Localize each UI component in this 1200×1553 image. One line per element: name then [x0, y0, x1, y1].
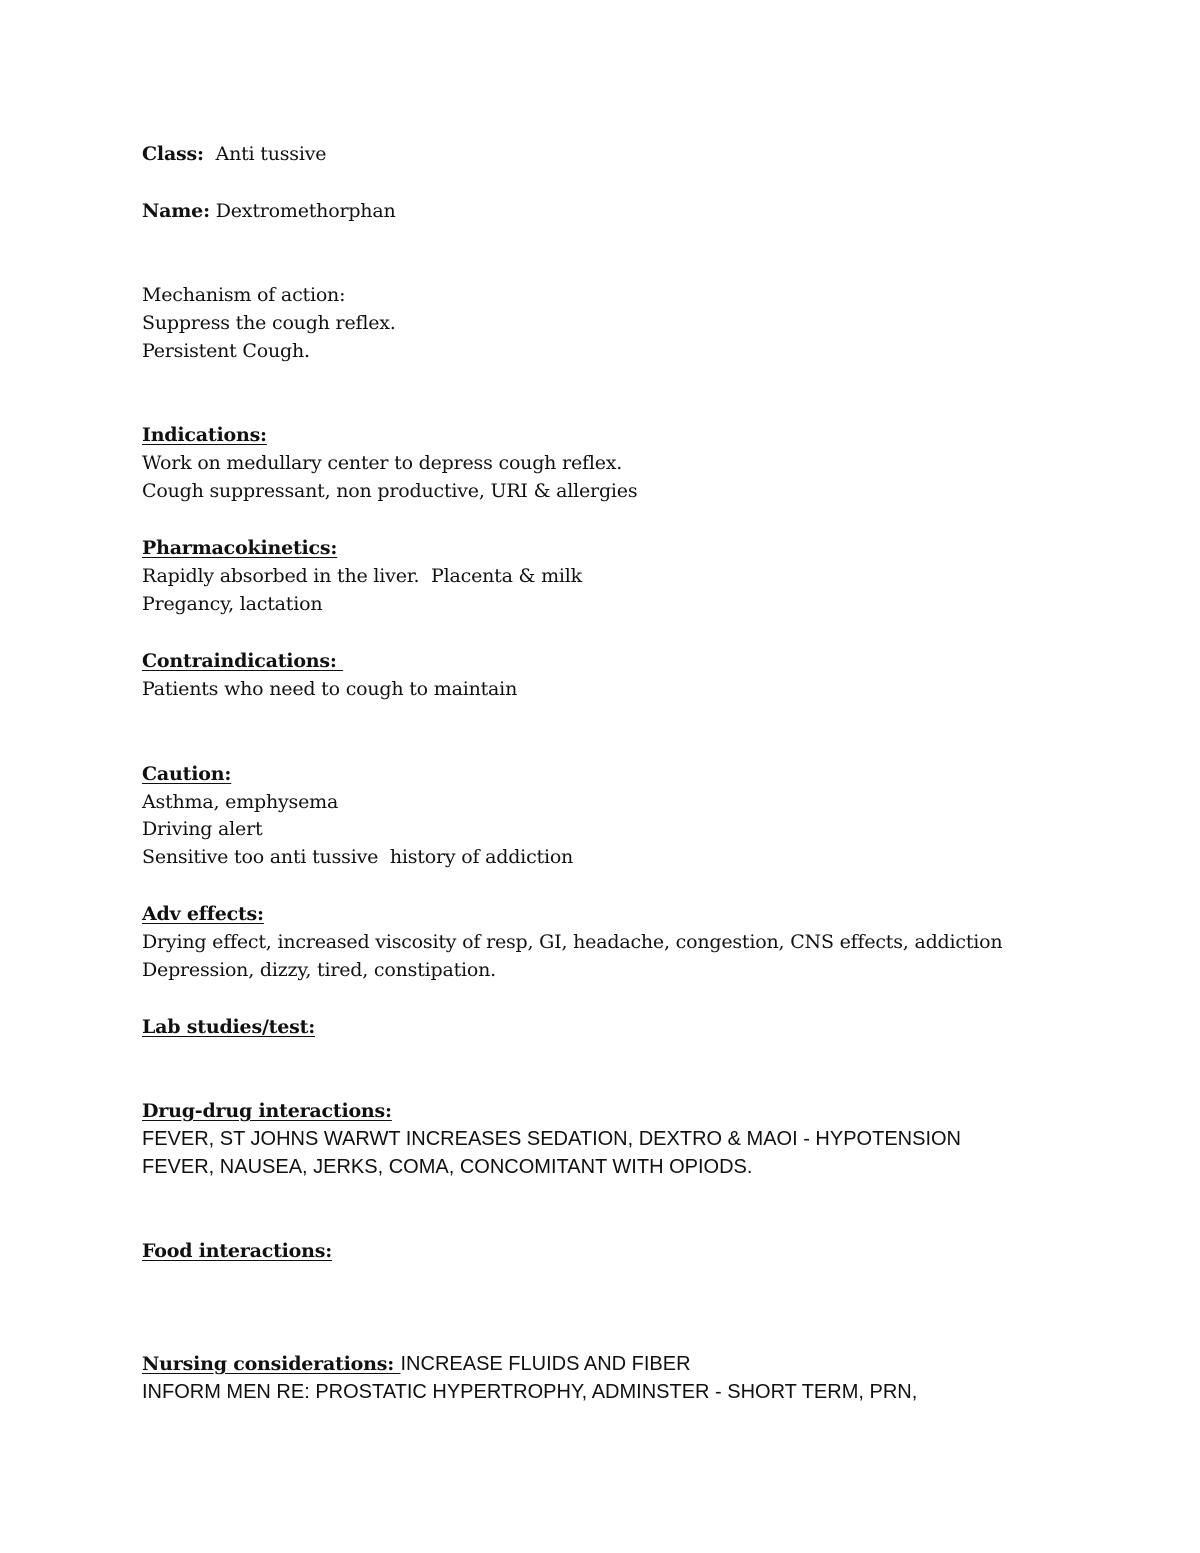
caution-line: Driving alert — [142, 818, 263, 840]
drug-interactions-heading: Drug-drug interactions: — [142, 1100, 392, 1122]
pharmacokinetics-line: Pregancy, lactation — [142, 593, 323, 615]
class-label: Class: — [142, 143, 204, 165]
pharmacokinetics-heading: Pharmacokinetics: — [142, 537, 338, 559]
lab-studies-heading: Lab studies/test: — [142, 1016, 316, 1038]
caution-heading: Caution: — [142, 763, 232, 785]
drug-interactions-line: FEVER, ST JOHNS WARWT INCREASES SEDATION, DEXTRO & MAOI - HYPOTENSION — [142, 1128, 961, 1150]
adv-effects-line: Depression, dizzy, tired, constipation. — [142, 959, 497, 981]
nursing-heading: Nursing considerations: — [142, 1353, 401, 1375]
mechanism-line: Persistent Cough. — [142, 340, 310, 362]
class-value: Anti tussive — [215, 143, 327, 165]
adv-effects-heading: Adv effects: — [142, 903, 264, 925]
mechanism-line: Suppress the cough reflex. — [142, 312, 396, 334]
caution-line: Asthma, emphysema — [142, 791, 339, 813]
contraindications-heading: Contraindications: — [142, 650, 344, 672]
mechanism-heading: Mechanism of action: — [142, 284, 346, 306]
adv-effects-line: Drying effect, increased viscosity of resp, GI, headache, congestion, CNS effects, addiction — [142, 931, 1003, 953]
nursing-line — [142, 1350, 691, 1378]
indications-heading: Indications: — [142, 424, 267, 446]
food-interactions-heading: Food interactions: — [142, 1240, 333, 1262]
pharmacokinetics-line: Rapidly absorbed in the liver. Placenta & milk — [142, 565, 582, 587]
nursing-inline: INCREASE FLUIDS AND FIBER — [400, 1353, 691, 1375]
name-value: Dextromethorphan — [215, 200, 396, 222]
caution-line: Sensitive too anti tussive history of addiction — [142, 846, 574, 868]
drug-interactions-line: FEVER, NAUSEA, JERKS, COMA, CONCOMITANT WITH OPIODS. — [142, 1156, 753, 1178]
class-line — [142, 140, 326, 168]
contraindications-line: Patients who need to cough to maintain — [142, 678, 518, 700]
nursing-detail-line: INFORM MEN RE: PROSTATIC HYPERTROPHY, ADMINSTER - SHORT TERM, PRN, — [142, 1381, 918, 1403]
indications-line: Cough suppressant, non productive, URI & allergies — [142, 480, 638, 502]
indications-line: Work on medullary center to depress cough reflex. — [142, 452, 623, 474]
name-line — [142, 197, 396, 225]
name-label: Name: — [142, 200, 210, 222]
